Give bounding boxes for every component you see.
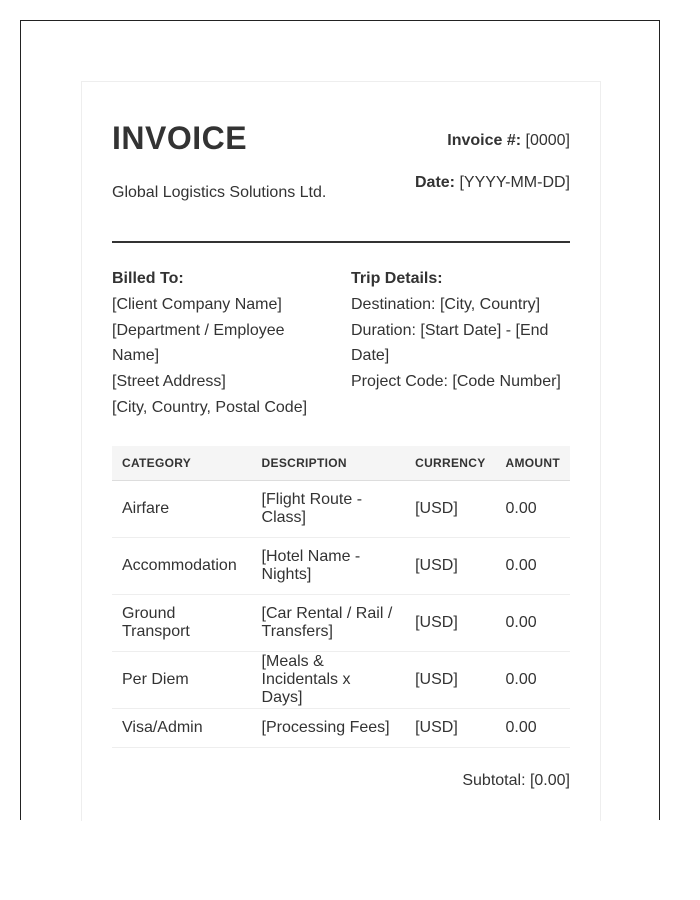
- cell-amount: 0.00: [496, 480, 570, 537]
- cell-category: Per Diem: [112, 651, 252, 708]
- column-header-description: DESCRIPTION: [252, 446, 406, 480]
- client-department: [Department / Employee Name]: [112, 321, 285, 365]
- cell-description: [Meals & Incidentals x Days]: [252, 651, 406, 708]
- table-row: [112, 708, 570, 747]
- cell-category: Airfare: [112, 480, 252, 537]
- trip-destination: Destination: [City, Country]: [351, 295, 541, 313]
- invoice-document: [81, 81, 601, 821]
- cell-amount: 0.00: [496, 594, 570, 651]
- cell-currency: [USD]: [405, 537, 495, 594]
- client-company: [Client Company Name]: [112, 295, 282, 313]
- billed-to-section: [112, 266, 322, 421]
- cell-category: Ground Transport: [112, 594, 252, 651]
- invoice-number-value: [0000]: [525, 132, 570, 149]
- invoice-title: INVOICE: [112, 120, 248, 156]
- table-row: [112, 651, 570, 708]
- client-street: [Street Address]: [112, 373, 226, 391]
- expense-table: [112, 446, 570, 748]
- cell-amount: 0.00: [496, 708, 570, 747]
- column-header-category: CATEGORY: [112, 446, 252, 480]
- invoice-date-label: Date:: [415, 174, 456, 191]
- cell-amount: 0.00: [496, 537, 570, 594]
- invoice-date-value: [YYYY-MM-DD]: [459, 174, 570, 191]
- column-header-amount: AMOUNT: [496, 446, 570, 480]
- billed-to-heading: Billed To:: [112, 270, 184, 287]
- cell-description: [Car Rental / Rail / Transfers]: [252, 594, 406, 651]
- table-row: [112, 537, 570, 594]
- table-header-row: [112, 446, 570, 480]
- column-header-currency: CURRENCY: [405, 446, 495, 480]
- table-row: [112, 480, 570, 537]
- invoice-number-label: Invoice #:: [447, 132, 522, 149]
- cell-description: [Hotel Name - Nights]: [252, 537, 406, 594]
- cell-amount: 0.00: [496, 651, 570, 708]
- trip-details-section: [351, 266, 570, 395]
- cell-currency: [USD]: [405, 651, 495, 708]
- cell-currency: [USD]: [405, 708, 495, 747]
- trip-details-heading: Trip Details:: [351, 270, 443, 287]
- subtotal: Subtotal: [0.00]: [462, 772, 570, 789]
- invoice-number: [447, 132, 570, 150]
- company-name: Global Logistics Solutions Ltd.: [112, 184, 327, 201]
- cell-category: Accommodation: [112, 537, 252, 594]
- cell-category: Visa/Admin: [112, 708, 252, 747]
- header-divider: [112, 241, 570, 243]
- cell-description: [Flight Route - Class]: [252, 480, 406, 537]
- cell-currency: [USD]: [405, 480, 495, 537]
- invoice-date: [415, 174, 570, 192]
- invoice-header: [112, 112, 570, 242]
- cell-description: [Processing Fees]: [252, 708, 406, 747]
- trip-duration: Duration: [Start Date] - [End Date]: [351, 321, 549, 365]
- invoice-content: [112, 112, 570, 789]
- cell-currency: [USD]: [405, 594, 495, 651]
- table-row: [112, 594, 570, 651]
- client-city: [City, Country, Postal Code]: [112, 398, 308, 416]
- trip-project-code: Project Code: [Code Number]: [351, 373, 561, 391]
